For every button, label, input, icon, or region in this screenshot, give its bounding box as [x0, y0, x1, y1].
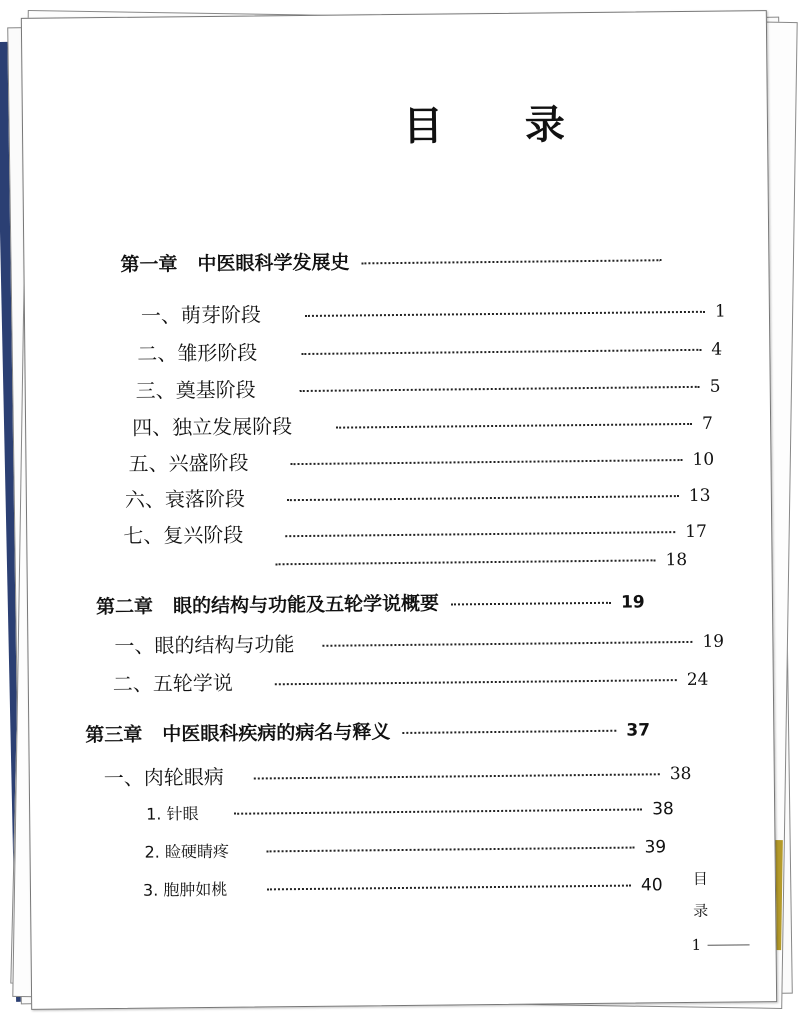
toc-entry — [136, 369, 721, 404]
leader-dots — [451, 602, 611, 606]
entry-label: 一、萌芽阶段 — [140, 302, 262, 328]
leader-dots — [301, 349, 701, 355]
page-number: 18 — [665, 549, 688, 571]
leader-dots — [305, 311, 705, 317]
entry-label: 五、兴盛阶段 — [128, 450, 249, 476]
entry-label: 二、五轮学说 — [112, 670, 233, 697]
toc-subentry — [146, 796, 674, 825]
leader-dots — [361, 259, 661, 264]
chapter-heading — [120, 244, 671, 277]
toc-subentry — [143, 872, 663, 900]
page-number: 38 — [669, 763, 692, 785]
leader-dots — [267, 885, 631, 891]
toc-page — [21, 10, 777, 1010]
page-number: 13 — [688, 485, 711, 506]
leader-dots — [234, 808, 642, 814]
toc-entry — [114, 624, 724, 659]
leader-dots — [300, 386, 700, 392]
entry-label: 一、肉轮眼病 — [103, 764, 224, 791]
chapter-number: 第三章 — [85, 723, 143, 747]
side-label-char: 目 — [692, 869, 708, 888]
page-number: 19 — [702, 631, 725, 652]
entry-label: 三、奠基阶段 — [135, 377, 256, 403]
page-title: 目 录 — [402, 100, 600, 150]
entry-label: 3. 胞肿如桃 — [142, 879, 228, 900]
chapter-title: 中医眼科学发展史 — [197, 251, 350, 276]
toc-entry — [137, 332, 722, 367]
side-label-char: 录 — [693, 901, 709, 920]
leader-dots — [287, 495, 679, 501]
page-number: 40 — [640, 875, 663, 896]
toc-entry — [128, 442, 714, 477]
toc-entry — [125, 478, 711, 513]
toc-entry — [113, 662, 709, 697]
chapter-number: 第一章 — [120, 253, 178, 276]
leader-dots — [285, 531, 675, 537]
page-number: 5 — [709, 376, 721, 397]
leader-dots — [276, 559, 656, 565]
leader-dots — [336, 423, 692, 429]
leader-dots — [322, 641, 692, 647]
toc-entry — [275, 550, 687, 574]
page-number: 17 — [685, 521, 707, 543]
leader-dots — [402, 730, 616, 734]
folio-rule — [708, 944, 750, 945]
entry-label: 一、眼的结构与功能 — [114, 632, 295, 658]
toc-entry — [141, 294, 726, 329]
leader-dots — [267, 847, 635, 853]
page-number: 19 — [620, 592, 645, 613]
entry-label: 2. 睑硬睛疼 — [144, 841, 230, 862]
toc-entry — [123, 514, 707, 549]
entry-label: 六、衰落阶段 — [124, 486, 245, 512]
leader-dots — [254, 773, 660, 779]
page-number: 4 — [711, 339, 723, 360]
toc-entry — [132, 406, 713, 441]
entry-label: 七、复兴阶段 — [123, 522, 244, 548]
page-number: 38 — [652, 799, 674, 820]
entry-label: 1. 针眼 — [146, 804, 199, 824]
leader-dots — [275, 679, 677, 685]
folio-number: 1 — [691, 935, 702, 954]
toc-entry — [104, 756, 692, 791]
chapter-heading — [85, 714, 650, 747]
chapter-number: 第二章 — [95, 595, 154, 619]
page-number: 39 — [644, 837, 667, 858]
leader-dots — [291, 459, 683, 465]
page-number: 37 — [626, 720, 651, 741]
page-number: 1 — [714, 301, 726, 322]
chapter-title: 眼的结构与功能及五轮学说概要 — [172, 592, 440, 618]
page-number: 10 — [692, 449, 715, 470]
page-number: 7 — [702, 413, 714, 434]
chapter-heading — [96, 586, 645, 619]
entry-label: 四、独立发展阶段 — [131, 414, 293, 440]
chapter-title: 中医眼科疾病的病名与释义 — [162, 721, 391, 746]
toc-subentry — [144, 834, 666, 862]
page-number: 24 — [686, 669, 709, 690]
entry-label: 二、雏形阶段 — [137, 340, 258, 366]
